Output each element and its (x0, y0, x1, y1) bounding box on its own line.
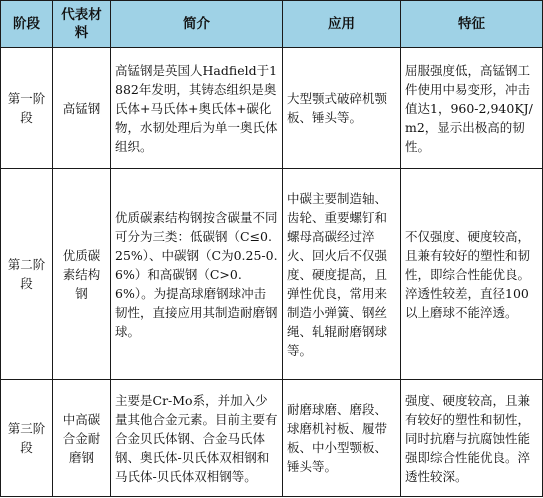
material-cell: 中高碳合金耐磨钢 (53, 380, 111, 497)
header-material: 代表材料 (53, 1, 111, 48)
intro-cell: 优质碳素结构钢按含碳量不同可分为三类：低碳钢（C≤0.25%）、中碳钢（C为0.25-0.6%）和高碳钢（C>0.6%）。为提高球磨钢球冲击韧性，直接应用其制造耐磨钢球。 (111, 169, 283, 380)
feature-cell: 屈服强度低，高锰钢工件使用中易变形，冲击值达1，960-2,940KJ/m2，显示出极高的韧性。 (401, 48, 543, 169)
header-row (1, 1, 543, 48)
feature-cell: 不仅强度、硬度较高，且兼有较好的塑性和韧性，即综合性能优良。淬透性较差，直径100以上磨球不能淬透。 (401, 169, 543, 380)
intro-cell: 高锰钢是英国人Hadfield于1882年发明，其铸态组织是奥氏体+马氏体+奥氏体+碳化物，水韧处理后为单一奥氏体组织。 (111, 48, 283, 169)
material-cell: 高锰钢 (53, 48, 111, 169)
stage-cell: 第三阶段 (1, 380, 53, 497)
header-application: 应用 (283, 1, 401, 48)
application-cell: 大型颚式破碎机颚板、锤头等。 (283, 48, 401, 169)
feature-cell: 强度、硬度较高，且兼有较好的塑性和韧性，同时抗磨与抗腐蚀性能强即综合性能优良。淬透性较深。 (401, 380, 543, 497)
material-cell: 优质碳素结构钢 (53, 169, 111, 380)
header-stage: 阶段 (1, 1, 53, 48)
header-intro: 简介 (111, 1, 283, 48)
table-row (1, 169, 543, 380)
stage-cell: 第二阶段 (1, 169, 53, 380)
application-cell: 耐磨球磨、磨段、球磨机衬板、履带板、中小型颚板、锤头等。 (283, 380, 401, 497)
application-cell: 中碳主要制造轴、齿轮、重要螺钉和螺母高碳经过淬火、回火后不仅强度、硬度提高，且弹性优良，常用来制造小弹簧、钢丝绳、轧辊耐磨钢球等。 (283, 169, 401, 380)
header-feature: 特征 (401, 1, 543, 48)
table-row (1, 48, 543, 169)
stage-cell: 第一阶段 (1, 48, 53, 169)
table-row (1, 380, 543, 497)
intro-cell: 主要是Cr-Mo系，并加入少量其他合金元素。目前主要有合金贝氏体钢、合金马氏体钢、奥氏体-贝氏体双相钢和马氏体-贝氏体双相钢等。 (111, 380, 283, 497)
